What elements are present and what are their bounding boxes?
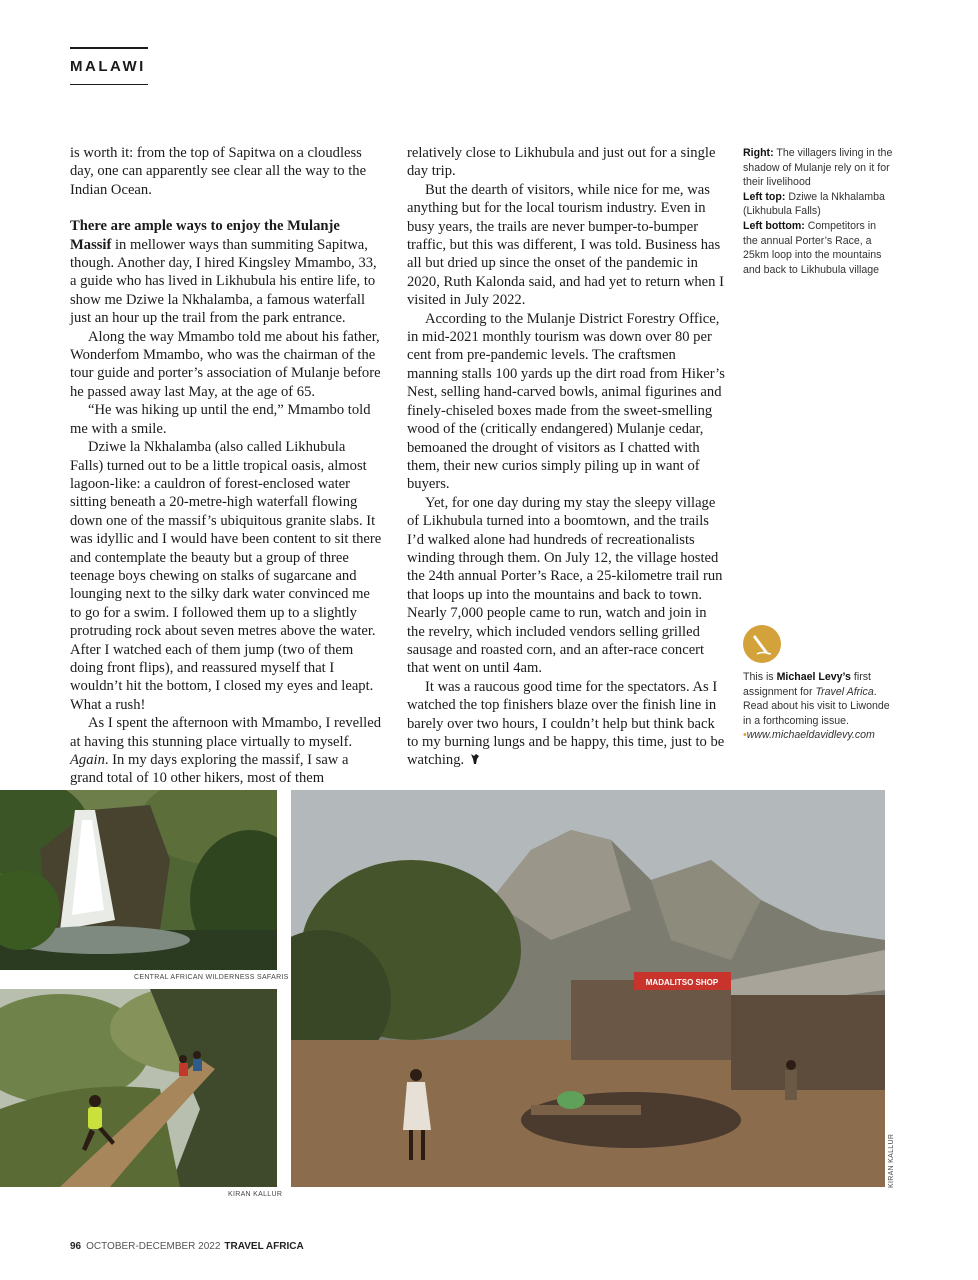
author-website-link[interactable]: www.michaeldavidlevy.com <box>746 729 875 742</box>
section-label: MALAWI <box>70 58 146 75</box>
photo-runners <box>0 989 277 1187</box>
paragraph-text: in mellower ways than summiting Sapitwa, though. Another day, I hired Kingsley Mmambo, 33, a guide who has lived in Likhubula his entire life, to show me Dziwe la Nkhalamba, a famous waterfall just an hour up the trail from the park entrance. <box>70 236 377 327</box>
paragraph: relatively close to Likhubula and just out for a single day trip. <box>407 145 716 180</box>
paragraph: is worth it: from the top of Sapitwa on a cloudless day, one can apparently see clear all the way to the Indian Ocean. <box>70 145 367 198</box>
end-mark-icon <box>470 753 480 765</box>
bio-text: first assignment for <box>743 671 871 698</box>
caption-label: Left top: <box>743 190 786 203</box>
article-column-1 <box>70 144 382 788</box>
caption-right <box>743 146 893 190</box>
photo-village <box>291 790 885 1187</box>
paragraph <box>70 217 382 327</box>
article-column-2 <box>407 144 725 770</box>
magazine-name: Travel Africa <box>815 685 874 698</box>
paragraph-text: As I spent the afternoon with Mmambo, I revelled at having this stunning place virtually to myself. <box>70 715 382 750</box>
photo-captions <box>743 146 893 277</box>
page-footer <box>70 1241 304 1252</box>
paragraph: According to the Mulanje District Forestry Office, in mid-2021 monthly tourism was down over 80 per cent from pre-pandemic levels. The craftsmen manning stalls 100 yards up the dirt road from Hiker’s Nest, selling hand-carved bowls, animal figurines and finely-chiseled boxes made from the sweet-smelling wood of the (critically endangered) Mulanje cedar, bemoaned the drought of visitors as I chatted with them, their new curios simply piling up in want of buyers. <box>407 310 725 493</box>
caption-text: Competitors in the annual Porter’s Race, a 25km loop into the mountains and back to Likhubula village <box>743 219 882 276</box>
caption-left-top <box>743 190 893 219</box>
header-rule-bottom <box>70 84 148 85</box>
paragraph-emphasis: Again <box>70 752 105 768</box>
pen-icon <box>743 625 781 663</box>
author-bio <box>743 670 893 743</box>
photo-credit: KIRAN KALLUR <box>228 1191 283 1198</box>
paragraph-lead-in: There are ample ways to enjoy the Mulanje Massif <box>70 218 340 253</box>
paragraph-text: It was a raucous good time for the spectators. As I watched the top finishers blaze over the finish line in barely over two hours, I couldn’t help but think back to my burning lungs and be happy, this time, just to be watching. <box>407 678 725 769</box>
paragraph: Yet, for one day during my stay the sleepy village of Likhubula turned into a boomtown, and the trails I’d walked alone had hundreds of recreationalists winding through them. On July 12, the village hosted the 24th annual Porter’s Race, a 25-kilometre trail run that loops up into the mountains and back to town. Nearly 7,000 people came to run, watch and join in the revelry, which included vendors selling grilled sausage and roasted corn, and an after-race concert that went on until 4am. <box>407 494 723 677</box>
caption-label: Right: <box>743 147 774 159</box>
paragraph: “He was hiking up until the end,” Mmambo told me with a smile. <box>70 402 371 437</box>
shop-sign: MADALITSO SHOP <box>645 978 719 987</box>
caption-text: Dziwe la Nkhalamba (Likhubula Falls) <box>743 190 885 218</box>
author-name: Michael Levy’s <box>776 671 851 683</box>
issue-date: OCTOBER-DECEMBER 2022 <box>86 1241 221 1252</box>
bullet-icon: • <box>743 729 747 742</box>
paragraph: Dziwe la Nkhalamba (also called Likhubula Falls) turned out to be a little tropical oasis, almost lagoon-like: a cauldron of forest-enclosed water sitting beneath a 20-metre-high waterfall flowing down one of the massif’s ubiquitous granite slabs. It was idyllic and I would have been content to sit there and contemplate the beauty but a group of three teenage boys chewing on stalks of sugarcane and lounging next to the silky dark water convinced me to go for a swim. I followed them up to a slightly protruding rock about seven metres above the water. After I watched each of them jump (two of them doing front flips), and reassured myself that I wouldn’t hit the bottom, I closed my eyes and leapt. What a rush! <box>70 439 382 713</box>
bio-text: This is <box>743 671 777 683</box>
paragraph-text: . In my days exploring the massif, I saw a grand total of 10 other hikers, most of them <box>70 752 349 787</box>
photo-credit: KIRAN KALLUR <box>888 1133 895 1188</box>
photo-waterfall <box>0 790 277 970</box>
page-number: 96 <box>70 1241 82 1252</box>
paragraph <box>407 678 725 770</box>
caption-text: The villagers living in the shadow of Mulanje rely on it for their livelihood <box>743 147 893 189</box>
header-rule-top <box>70 47 148 49</box>
paragraph: Along the way Mmambo told me about his father, Wonderfom Mmambo, who was the chairman of the tour guide and porter’s association of Mulanje before he passed away last May, at the age of 65. <box>70 328 381 400</box>
bio-text: . Read about his visit to Liwonde in a forthcoming issue. <box>743 685 890 727</box>
paragraph <box>70 714 382 788</box>
caption-label: Left bottom: <box>743 219 805 232</box>
photo-credit: CENTRAL AFRICAN WILDERNESS SAFARIS <box>134 974 289 981</box>
caption-left-bottom <box>743 219 893 277</box>
paragraph: But the dearth of visitors, while nice for me, was anything but for the local tourism industry. Even in busy years, the trails are never bumper-to-bumper traffic, but this was different, I was told. Business has all but dried up since the onset of the pandemic in 2020, Ruth Kalonda said, and had yet to return when I visited in July 2022. <box>407 181 724 309</box>
magazine-title: TRAVEL AFRICA <box>224 1241 304 1252</box>
